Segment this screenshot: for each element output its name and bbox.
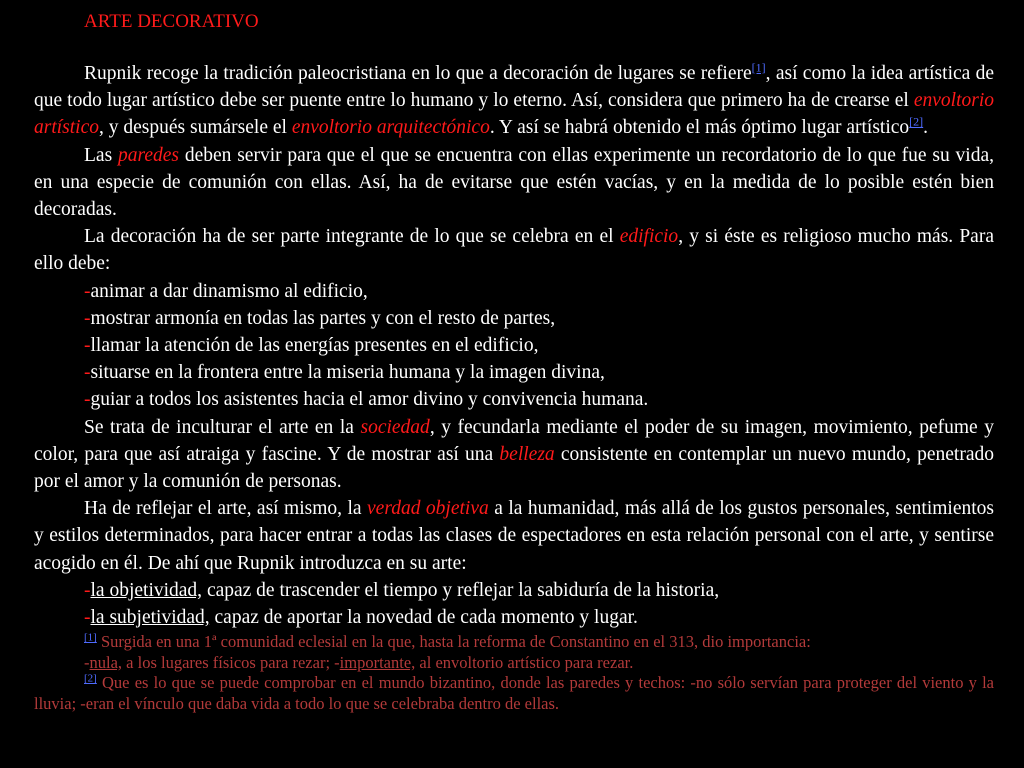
paragraph-5: [34, 495, 994, 577]
emphasis-paredes: paredes: [117, 144, 179, 166]
p1-text-e: .: [923, 117, 929, 139]
emphasis-sociedad: sociedad: [360, 416, 430, 438]
list-item-text: llamar la atención de las energías presentes en el edificio,: [90, 335, 539, 357]
list-item: [84, 305, 994, 332]
footnote-1-text-b: a los lugares físicos para rezar; -: [122, 652, 340, 672]
paragraph-2: [34, 142, 994, 224]
dash: -: [84, 579, 91, 601]
dash: -: [84, 307, 91, 329]
underlined-term-objetividad: la objetividad,: [90, 579, 203, 601]
p2-text-a: Las: [84, 144, 118, 166]
underlined-term-subjetividad: la subjetividad,: [90, 607, 210, 629]
document-body: [34, 60, 994, 631]
dash: -: [84, 335, 91, 357]
footnote-1-line-2: [84, 653, 994, 674]
footnotes: [34, 632, 994, 714]
p3-text-b: , y si éste es religioso mucho más. Para ello debe:: [34, 226, 994, 275]
footnote-1-text-c: al envoltorio artístico para rezar.: [415, 652, 634, 672]
p1-text-b: , así como la idea artística de que todo lugar artístico debe ser puente entre lo humano y lo eterno. Así, considera que primero ha de crearse el: [34, 63, 994, 112]
list-item-text: capaz de trascender el tiempo y reflejar la sabiduría de la historia,: [202, 579, 720, 601]
underlined-term-nula: nula,: [89, 652, 123, 672]
dash: -: [84, 362, 91, 384]
footnote-link-2[interactable]: [2]: [909, 114, 924, 129]
document-page: [34, 10, 994, 714]
emphasis-verdad-objetiva: verdad objetiva: [367, 498, 489, 520]
list-item: [84, 386, 994, 413]
list-item: [84, 359, 994, 386]
document-title: ARTE DECORATIVO: [84, 11, 259, 32]
p1-text-d: . Y así se habrá obtenido el más óptimo lugar artístico: [489, 117, 910, 139]
p5-text-b: a la humanidad, más allá de los gustos personales, sentimientos y estilos determinados, para hacer entrar a todas las clases de espectadores en esta relación personal con el arte, y sentirse acogido en él. De ahí que Rupnik introduzca en su arte:: [34, 498, 994, 574]
dash: -: [84, 607, 91, 629]
footnote-1-text: Surgida en una 1ª comunidad eclesial en la que, hasta la reforma de Constantino en el 313, dio importancia:: [96, 632, 811, 652]
dash: -: [84, 389, 91, 411]
footnote-2-text: Que es lo que se puede comprobar en el mundo bizantino, donde las paredes y techos: -no sólo servían para proteger del viento y la lluvia; -eran el vínculo que daba vida a todo lo que se celebraba dentro de ellas.: [34, 673, 994, 713]
footnote-1: [34, 632, 994, 653]
paragraph-4: [34, 414, 994, 496]
footnote-ref-1[interactable]: [752, 61, 766, 75]
footnote-link-1[interactable]: [1]: [751, 60, 766, 75]
p1-text-a: Rupnik recoge la tradición paleocristiana en lo que a decoración de lugares se refiere: [84, 63, 752, 84]
p4-text-a: Se trata de inculturar el arte en la: [84, 416, 361, 438]
footnote-ref-2[interactable]: [909, 115, 923, 129]
list-item: [84, 604, 994, 631]
emphasis-envoltorio-arquitectonico: envoltorio arquitectónico: [291, 117, 490, 139]
footnote-2-marker[interactable]: [84, 673, 97, 685]
list-item: [84, 278, 994, 305]
list-item-text: situarse en la frontera entre la miseria humana y la imagen divina,: [90, 362, 605, 384]
list-item: [84, 332, 994, 359]
underlined-term-importante: importante,: [339, 652, 416, 672]
paragraph-1: [34, 60, 994, 142]
p3-text-a: La decoración ha de ser parte integrante de lo que se celebra en el: [84, 226, 620, 248]
p2-text-b: deben servir para que el que se encuentra con ellas experimente un recordatorio de lo que fue su vida, en una especie de comunión con ellas. Así, ha de evitarse que estén vacías, y en la medida de lo posible estén bien decoradas.: [34, 144, 995, 221]
footnote-1-backlink[interactable]: [1]: [84, 631, 97, 644]
emphasis-belleza: belleza: [499, 443, 555, 465]
list-item-text: mostrar armonía en todas las partes y con el resto de partes,: [90, 307, 556, 329]
list-item: [84, 577, 994, 604]
p5-text-a: Ha de reflejar el arte, así mismo, la: [84, 498, 368, 520]
footnote-2-backlink[interactable]: [2]: [84, 672, 97, 685]
emphasis-edificio: edificio: [619, 226, 679, 248]
p1-text-c: , y después sumársele el: [99, 117, 292, 139]
emphasis-envoltorio-artistico: envoltorio artístico: [34, 90, 994, 139]
p4-text-c: consistente en contemplar un nuevo mundo, penetrado por el amor y la comunión de personas.: [34, 443, 994, 493]
list-item-text: guiar a todos los asistentes hacia el amor divino y convivencia humana.: [90, 389, 649, 411]
dash: -: [84, 280, 91, 302]
footnote-1-marker[interactable]: [84, 632, 97, 644]
list-item-text: animar a dar dinamismo al edificio,: [90, 280, 368, 302]
list-item-text: capaz de aportar la novedad de cada momento y lugar.: [209, 607, 638, 629]
p4-text-b: , y fecundarla mediante el poder de su imagen, movimiento, pefume y color, para que así atraiga y fascine. Y de mostrar así una: [34, 416, 994, 465]
paragraph-3: [34, 223, 994, 277]
footnote-2: [34, 673, 994, 714]
dash: -: [84, 652, 90, 672]
